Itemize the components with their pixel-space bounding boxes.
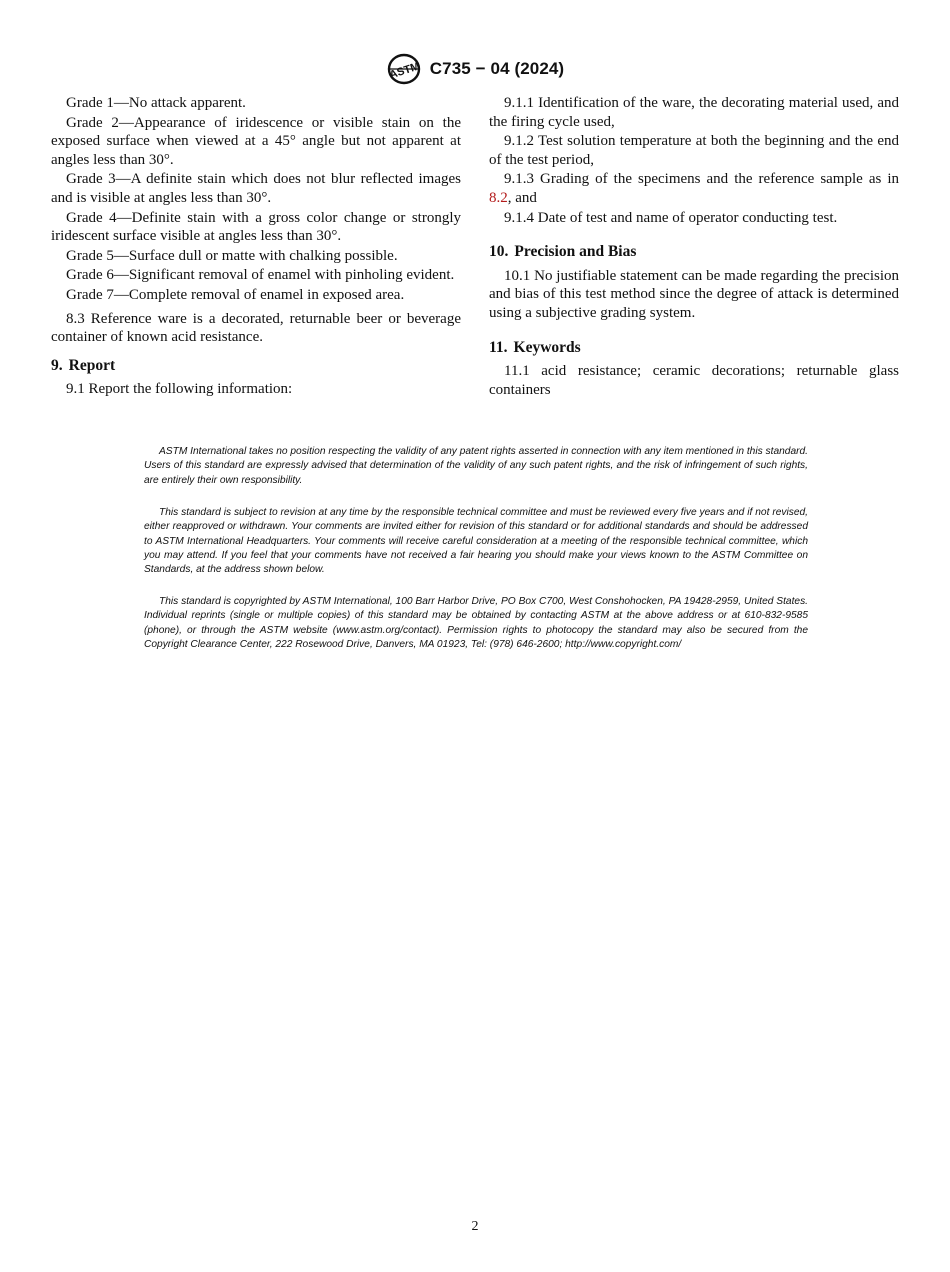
right-column (489, 94, 899, 400)
revision-notice: This standard is subject to revision at any time by the responsible technical committee and must be reviewed every five years and if not revised, either reapproved or withdrawn. Your comments are invited either for revision of this standard or for additional standards and should be addressed to ASTM International Headquarters. Your comments will receive careful consideration at a meeting of the responsible technical committee, which you may attend. If you feel that your comments have not received a fair hearing you should make your views known to the ASTM Committee on Standards, at the address shown below. (144, 507, 808, 575)
patent-notice: ASTM International takes no position respecting the validity of any patent rights asserted in connection with any item mentioned in this standard. Users of this standard are expressly advised that determination of the validity of any such patent rights, and the risk of infringement of such rights, are entirely their own responsibility. (144, 446, 808, 486)
grade-5: Grade 5—Surface dull or matte with chalking possible. (66, 247, 398, 264)
section-9-title: Report (68, 356, 116, 374)
astm-logo-icon (386, 53, 422, 85)
paragraph-9-1-3 (489, 170, 899, 207)
paragraph-9-1-3-text: 9.1.3 Grading of the specimens and the reference sample as in (504, 171, 899, 188)
section-10-title: Precision and Bias (514, 243, 637, 261)
grade-6: Grade 6—Significant removal of enamel with pinholing evident. (66, 267, 455, 284)
section-9-heading (51, 357, 461, 376)
page-number: 2 (471, 1219, 479, 1234)
grade-2: Grade 2—Appearance of iridescence or visible stain on the exposed surface when viewed at a 45° angle but not apparent at angles less than 30°. (51, 114, 461, 168)
grade-4: Grade 4—Definite stain with a gross color change or strongly iridescent surface visible at angles less than 30°. (51, 209, 461, 245)
paragraph-9-1-1: 9.1.1 Identification of the ware, the decorating material used, and the firing cycle used, (489, 95, 899, 130)
grade-7: Grade 7—Complete removal of enamel in exposed area. (66, 286, 405, 303)
document-title: C735 − 04 (2024) (429, 59, 565, 78)
svg-text:ASTM: ASTM (387, 60, 422, 82)
left-column (51, 94, 461, 400)
paragraph-10-1: 10.1 No justifiable statement can be made regarding the precision and bias of this test method since the degree of attack is determined using a subjective grading system. (489, 267, 899, 321)
section-10-number: 10. (489, 243, 509, 261)
section-11-heading (489, 339, 899, 358)
section-11-title: Keywords (513, 338, 581, 356)
section-10-heading (489, 243, 899, 262)
paragraph-9-1-2: 9.1.2 Test solution temperature at both the beginning and the end of the test period, (489, 133, 899, 168)
section-11-number: 11. (489, 338, 508, 356)
section-9-number: 9. (51, 356, 63, 374)
grade-1: Grade 1—No attack apparent. (66, 95, 246, 111)
copyright-notice: This standard is copyrighted by ASTM International, 100 Barr Harbor Drive, PO Box C700, West Conshohocken, PA 19428-2959, United States. Individual reprints (single or multiple copies) of this standard may be obtained by contacting ASTM at the above address or at 610-832-9585 (phone), or through the ASTM website (www.astm.org/contact). Permission rights to photocopy the standard may also be secured from the Copyright Clearance Center, 222 Rosewood Drive, Danvers, MA 01923, Tel: (978) 646-2600; http://www.copyright.com/ (144, 596, 808, 650)
paragraph-9-1-3-end: , and (507, 189, 537, 206)
paragraph-8-3: 8.3 Reference ware is a decorated, returnable beer or beverage container of known acid resistance. (51, 310, 461, 346)
paragraph-9-1: 9.1 Report the following information: (66, 381, 293, 398)
page-header (0, 52, 950, 86)
paragraph-9-1-4: 9.1.4 Date of test and name of operator conducting test. (504, 209, 838, 226)
section-8-2-link[interactable]: 8.2 (489, 189, 508, 206)
paragraph-11-1: 11.1 acid resistance; ceramic decorations; returnable glass containers (489, 363, 899, 398)
grade-3: Grade 3—A definite stain which does not blur reflected images and is visible at angles less than 30°. (51, 171, 461, 206)
